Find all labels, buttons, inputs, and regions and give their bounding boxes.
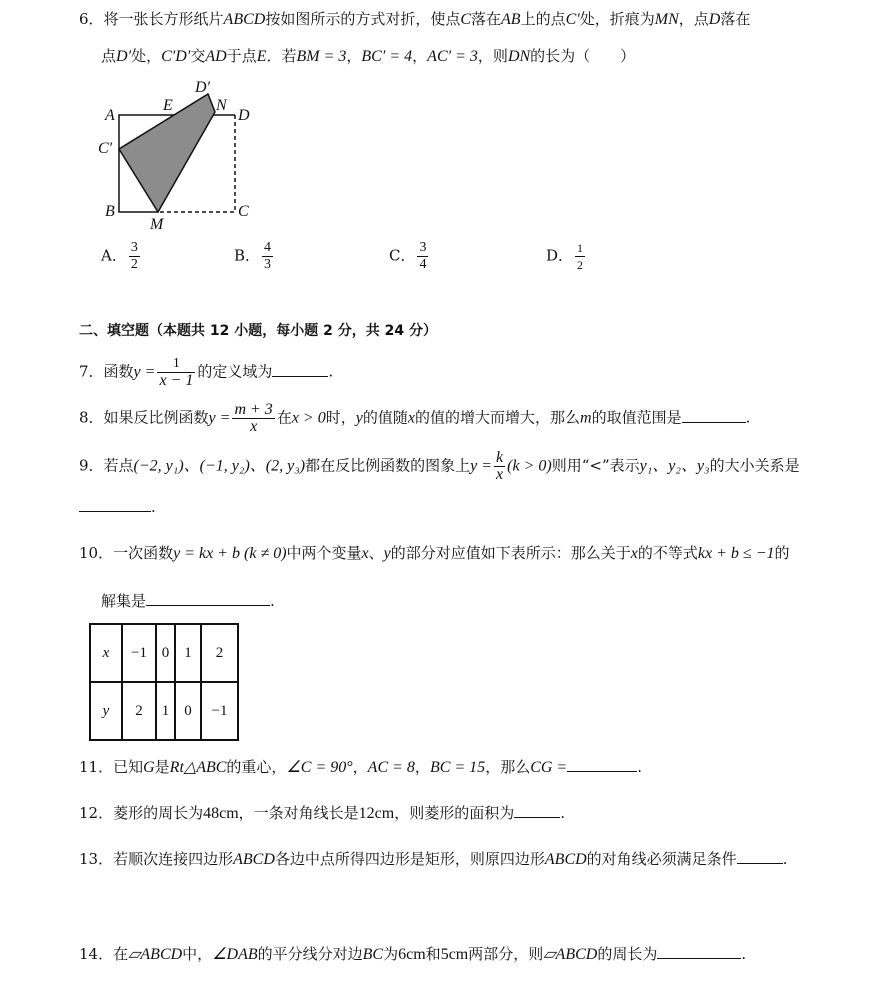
q14: 14．在▱ABCD中，∠DAB的平分线分对边BC为6cm和5cm两部分，则▱ABCD的周长为 .: [79, 945, 747, 963]
label-B: B: [105, 203, 115, 220]
label-C: C: [238, 203, 249, 220]
q7-answer-blank[interactable]: [272, 362, 328, 377]
table-cell: 2: [122, 682, 156, 740]
table-header-x: x: [90, 624, 122, 682]
table-row: [90, 624, 238, 682]
q6-line1: 6．将一张长方形纸片ABCD按如图所示的方式对折，使点C落在AB上的点C′处，折痕为MN，点D落在: [79, 10, 751, 28]
q10-line2: 解集是 .: [101, 592, 275, 610]
table-cell: 0: [156, 624, 175, 682]
q12: 12．菱形的周长为48cm，一条对角线长是12cm，则菱形的面积为 .: [79, 804, 565, 822]
section-title: 二、填空题（本题共 12 小题，每小题 2 分，共 24 分）: [79, 323, 437, 339]
q9-answer-blank[interactable]: [79, 497, 151, 512]
label-C-prime: C′: [98, 140, 113, 157]
label-E: E: [163, 97, 173, 114]
q10-line1: 10．一次函数y = kx + b (k ≠ 0)中两个变量x、y的部分对应值如下表所示：那么关于x的不等式kx + b ≤ −1的: [79, 544, 790, 562]
table-header-y: y: [90, 682, 122, 740]
q8: 8．如果反比例函数y = $\frac{m + 3}{x}$ 在x > 0时，y的值随x的值的增大而增大，那么m的取值范围是 .: [79, 401, 751, 435]
q7: 7．函数y = $\frac{1}{x - 1}$ 的定义域为 .: [79, 356, 334, 389]
q9-line1: 9．若点(−2, y₁)、(−1, y₂)、(2, y₃)都在反比例函数的图象上y = $\frac{k}{x}$ (k > 0)则用“<”表示y₁、y₂、y₃的大小关系是: [79, 449, 800, 483]
q9-line2: .: [79, 497, 156, 517]
choice-d[interactable]: D． $\frac{1}{2}$: [546, 241, 584, 272]
choice-a[interactable]: A． $\frac{3}{2}$: [101, 240, 138, 272]
q12-answer-blank[interactable]: [514, 803, 560, 818]
table-row: [90, 682, 238, 740]
values-table: [89, 623, 239, 741]
table-cell: −1: [122, 624, 156, 682]
table-cell: 2: [201, 624, 238, 682]
label-A: A: [105, 107, 115, 124]
q6-line2: 点D′处，C′D′交AD于点E．若BM = 3，BC′ = 4，AC′ = 3，则DN的长为（ ）: [101, 47, 636, 65]
q11-answer-blank[interactable]: [567, 757, 637, 772]
label-D: D: [238, 107, 250, 124]
q11: 11．已知G是Rt△ABC的重心，∠C = 90°，AC = 8，BC = 15，那么CG = .: [79, 758, 643, 776]
q8-answer-blank[interactable]: [682, 408, 746, 423]
choice-b[interactable]: B． $\frac{4}{3}$: [234, 240, 272, 272]
label-D-prime: D′: [195, 79, 211, 96]
label-N: N: [216, 97, 227, 114]
table-cell: 1: [175, 624, 201, 682]
table-cell: 1: [156, 682, 175, 740]
label-M: M: [150, 216, 164, 233]
table-cell: −1: [201, 682, 238, 740]
q6-figure: [95, 76, 265, 236]
q10-answer-blank[interactable]: [146, 591, 270, 606]
q13: 13．若顺次连接四边形ABCD各边中点所得四边形是矩形，则原四边形ABCD的对角线必须满足条件 .: [79, 850, 788, 868]
q13-answer-blank[interactable]: [737, 849, 783, 864]
q14-answer-blank[interactable]: [657, 944, 741, 959]
choice-c[interactable]: C． $\frac{3}{4}$: [389, 240, 427, 272]
table-cell: 0: [175, 682, 201, 740]
